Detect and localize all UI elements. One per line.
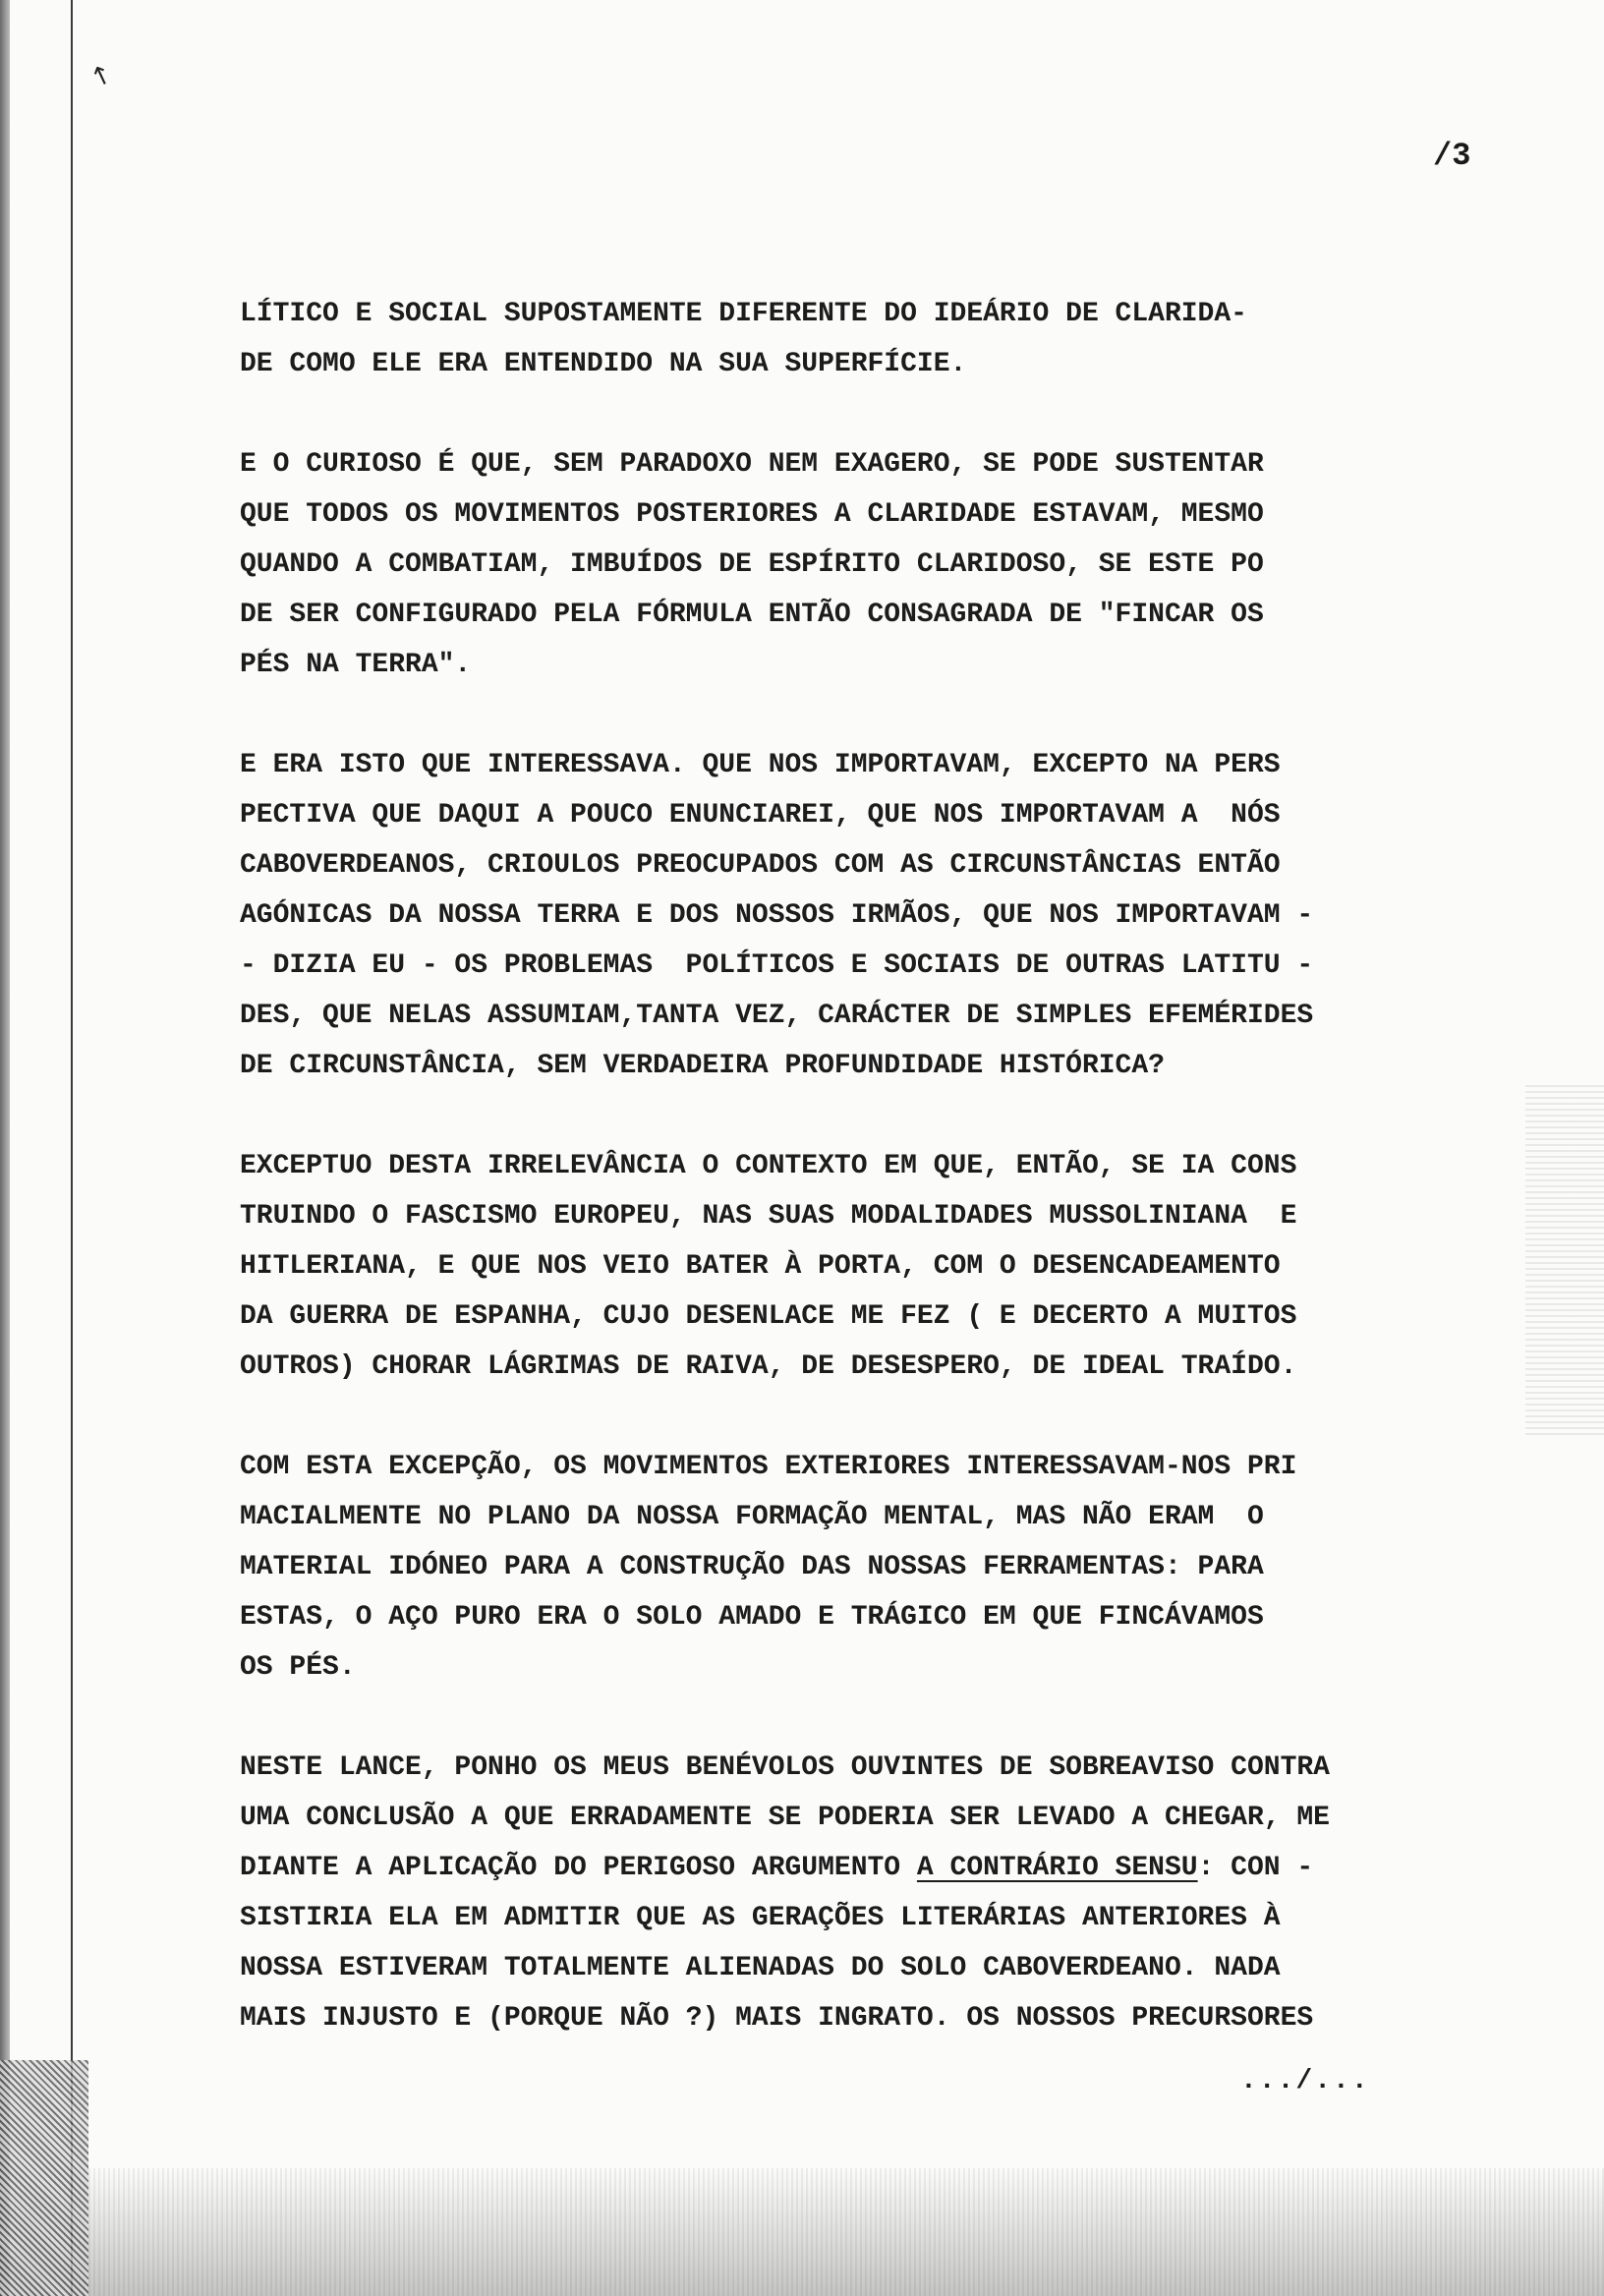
continuation-mark: .../... — [1240, 2066, 1370, 2096]
paragraph — [240, 1141, 1547, 1392]
text-line: NOSSA ESTIVERAM TOTALMENTE ALIENADAS DO SOLO CABOVERDEANO. NADA — [240, 1953, 1281, 1983]
scan-corner-noise — [0, 2060, 88, 2296]
text-line: MACIALMENTE NO PLANO DA NOSSA FORMAÇÃO MENTAL, MAS NÃO ERAM O — [240, 1502, 1264, 1532]
scan-left-edge — [0, 0, 10, 2296]
text-line: NESTE LANCE, PONHO OS MEUS BENÉVOLOS OUVINTES DE SOBREAVISO CONTRA — [240, 1752, 1330, 1783]
text-line: PÉS NA TERRA". — [240, 650, 472, 680]
text-line: AGÓNICAS DA NOSSA TERRA E DOS NOSSOS IRMÃOS, QUE NOS IMPORTAVAM - — [240, 900, 1314, 931]
text-line: COM ESTA EXCEPÇÃO, OS MOVIMENTOS EXTERIORES INTERESSAVAM-NOS PRI — [240, 1452, 1297, 1482]
text-line: DES, QUE NELAS ASSUMIAM,TANTA VEZ, CARÁCTER DE SIMPLES EFEMÉRIDES — [240, 1001, 1314, 1031]
text-line: QUANDO A COMBATIAM, IMBUÍDOS DE ESPÍRITO CLARIDOSO, SE ESTE PO — [240, 549, 1264, 580]
text-line: UMA CONCLUSÃO A QUE ERRADAMENTE SE PODERIA SER LEVADO A CHEGAR, ME — [240, 1803, 1330, 1833]
paragraph — [240, 1442, 1547, 1693]
page-left-rule — [71, 0, 73, 2296]
text-line: E O CURIOSO É QUE, SEM PARADOXO NEM EXAGERO, SE PODE SUSTENTAR — [240, 449, 1264, 480]
text-line: - DIZIA EU - OS PROBLEMAS POLÍTICOS E SOCIAIS DE OUTRAS LATITU - — [240, 950, 1314, 981]
text-line: CABOVERDEANOS, CRIOULOS PREOCUPADOS COM AS CIRCUNSTÂNCIAS ENTÃO — [240, 850, 1281, 881]
paragraph — [240, 740, 1547, 1091]
scan-bottom-noise — [0, 2168, 1604, 2296]
text-line: DE COMO ELE ERA ENTENDIDO NA SUA SUPERFÍCIE. — [240, 349, 967, 379]
corner-arrow-icon: ↖ — [86, 58, 117, 93]
text-line: OUTROS) CHORAR LÁGRIMAS DE RAIVA, DE DESESPERO, DE IDEAL TRAÍDO. — [240, 1351, 1297, 1382]
text-line: TRUINDO O FASCISMO EUROPEU, NAS SUAS MODALIDADES MUSSOLINIANA E — [240, 1201, 1297, 1232]
text-line: EXCEPTUO DESTA IRRELEVÂNCIA O CONTEXTO EM QUE, ENTÃO, SE IA CONS — [240, 1151, 1297, 1181]
text-line: PECTIVA QUE DAQUI A POUCO ENUNCIAREI, QUE NOS IMPORTAVAM A NÓS — [240, 800, 1281, 831]
text-line: E ERA ISTO QUE INTERESSAVA. QUE NOS IMPORTAVAM, EXCEPTO NA PERS — [240, 750, 1281, 780]
text-line: QUE TODOS OS MOVIMENTOS POSTERIORES A CLARIDADE ESTAVAM, MESMO — [240, 499, 1264, 530]
text-line: DA GUERRA DE ESPANHA, CUJO DESENLACE ME FEZ ( E DECERTO A MUITOS — [240, 1301, 1297, 1332]
paragraph — [240, 289, 1547, 389]
text-line: MAIS INJUSTO E (PORQUE NÃO ?) MAIS INGRATO. OS NOSSOS PRECURSORES — [240, 2003, 1314, 2034]
text-line: DE SER CONFIGURADO PELA FÓRMULA ENTÃO CONSAGRADA DE "FINCAR OS — [240, 600, 1264, 630]
text-line: ESTAS, O AÇO PURO ERA O SOLO AMADO E TRÁGICO EM QUE FINCÁVAMOS — [240, 1602, 1264, 1633]
text-line: DE CIRCUNSTÂNCIA, SEM VERDADEIRA PROFUNDIDADE HISTÓRICA? — [240, 1051, 1165, 1081]
text-line: MATERIAL IDÓNEO PARA A CONSTRUÇÃO DAS NOSSAS FERRAMENTAS: PARA — [240, 1552, 1264, 1582]
text-line: HITLERIANA, E QUE NOS VEIO BATER À PORTA, COM O DESENCADEAMENTO — [240, 1251, 1281, 1282]
text-line: SISTIRIA ELA EM ADMITIR QUE AS GERAÇÕES LITERÁRIAS ANTERIORES À — [240, 1903, 1281, 1933]
text-line: DIANTE A APLICAÇÃO DO PERIGOSO ARGUMENTO A CONTRÁRIO SENSU: CON - — [240, 1853, 1314, 1883]
underlined-phrase: A CONTRÁRIO SENSU — [916, 1853, 1198, 1883]
text-line: LÍTICO E SOCIAL SUPOSTAMENTE DIFERENTE DO IDEÁRIO DE CLARIDA- — [240, 299, 1247, 329]
page-number: /3 — [1433, 138, 1471, 174]
paragraph — [240, 1743, 1547, 2043]
paragraph — [240, 439, 1547, 690]
text-line: OS PÉS. — [240, 1652, 356, 1683]
body-text — [240, 289, 1547, 2094]
